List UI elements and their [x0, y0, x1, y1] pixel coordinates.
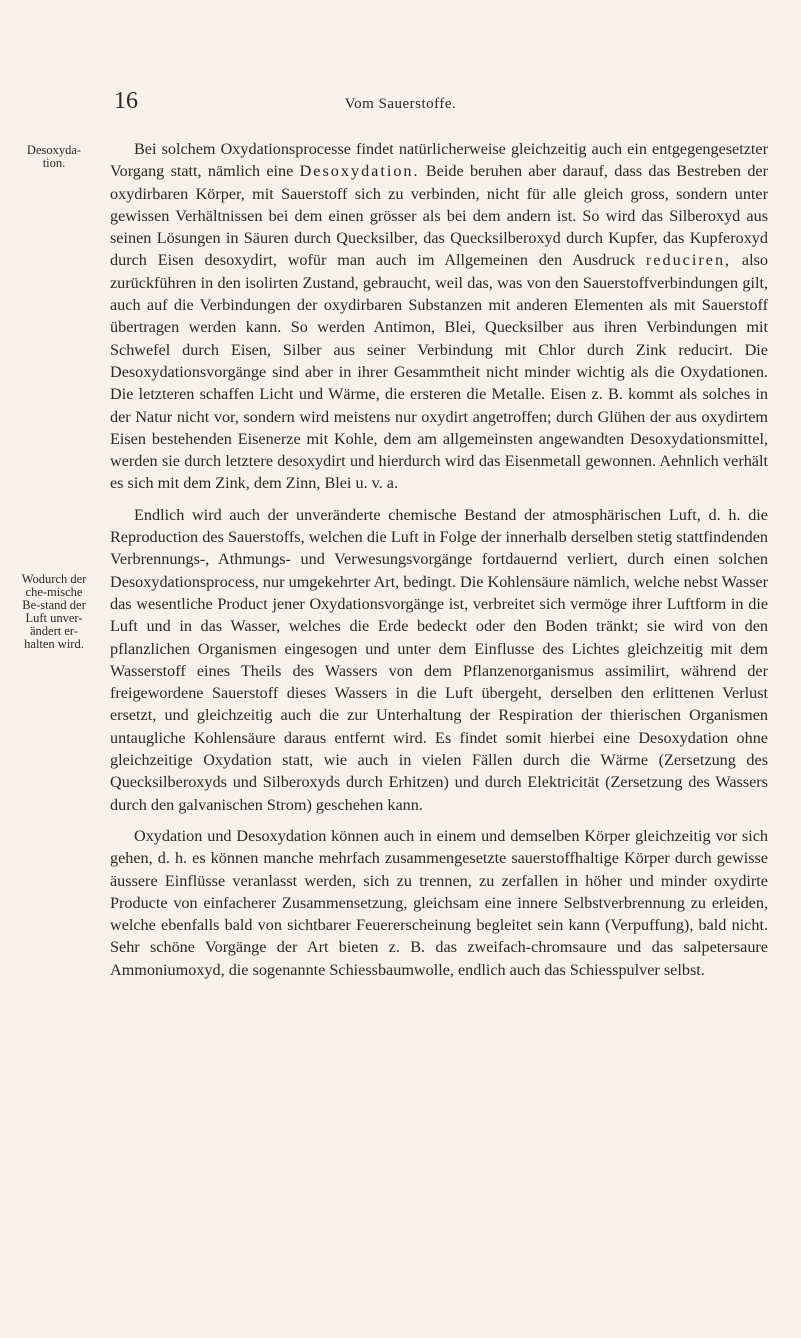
body-text — [110, 138, 768, 981]
paragraph-text: Bei solchem Oxydationsprocesse findet natürlicherweise gleichzeitig auch ein entgegengesetzter Vorgang statt, nämlich eine — [110, 140, 768, 181]
page-header — [0, 88, 801, 118]
paragraph — [110, 138, 768, 495]
paragraph: Oxydation und Desoxydation können auch in einem und demselben Körper gleichzeitig vor sich gehen, d. h. es können manche mehrfach zusammengesetzte sauerstoffhaltige Körper durch gewisse äussere Einflüsse veranlasst werden, sich zu trennen, zu zerfallen in höher und minder oxydirte Producte von einfacherer Zusammensetzung, gleichsam eine innere Selbstverbrennung zu erleiden, welche ebenfalls bald von sichtbarer Feuererscheinung begleitet sein kann (Verpuffung), bald nicht. Sehr schöne Vorgänge der Art bieten z. B. das zweifach-chromsaure und das salpetersaure Ammoniumoxyd, die sogenannte Schiessbaumwolle, endlich auch das Schiesspulver selbst. — [110, 826, 768, 979]
page-number: 16 — [114, 88, 138, 114]
paragraph-text: also zurückführen in den isolirten Zustand, gebraucht, weil das, was von den Sauerstoffverbindungen gilt, auch auf die Verbindungen der oxydirbaren Substanzen mit anderen Elementen als mit Sauerstoff übertragen werden kann. So werden Antimon, Blei, Quecksilber aus ihren Verbindungen mit Schwefel durch Eisen, Silber aus seiner Verbindung mit Chlor durch Zink reducirt. Die Desoxydationsvorgänge sind aber in ihrer Gesammtheit nicht minder wichtig als die Oxydationen. Die letzteren schaffen Licht und Wärme, die ersteren die Metalle. Eisen z. B. kommt als solches in der Natur nicht vor, sondern wird meistens nur oxydirt angetroffen; durch Glühen der aus oxydirtem Eisen bestehenden Eisenerze mit Kohle, dem am allgemeinsten angewandten Desoxydationsmittel, werden sie durch letztere desoxydirt und hierdurch wird das Eisenmetall gewonnen. Aehnlich verhält es sich mit dem Zink, dem Zinn, Blei u. v. a. — [110, 251, 769, 493]
paragraph-text: Beide beruhen aber darauf, dass das Bestreben der oxydirbaren Körper, mit Sauerstoff sich zu verbinden, nicht für alle gleich gross, sondern unter gewissen Verhältnissen bei dem einen grösser als bei dem andern ist. So wird das Silberoxyd aus seinen Lösungen in Säuren durch Quecksilber, das Quecksilberoxyd durch Kupfer, das Kupferoxyd durch Eisen desoxydirt, wofür man auch im Allgemeinen den Ausdruck — [110, 162, 768, 270]
emphasized-term: reduciren, — [645, 251, 732, 270]
paragraph: Endlich wird auch der unveränderte chemische Bestand der atmosphärischen Luft, d. h. die Reproduction des Sauerstoffs, welchen die Luft in Folge der innerhalb derselben stetig stattfindenden Verbrennungs-, Athmungs- und Verwesungsvorgänge fortdauernd verliert, durch einen solchen Desoxydationsprocess, nur umgekehrter Art, bedingt. Die Kohlensäure nämlich, welche nebst Wasser das wesentliche Product jener Oxydationsvorgänge ist, verbreitet sich vermöge ihrer Luftform in die Luft und in das Wasser, welches die Erde bedeckt oder den Boden tränkt; sie wird von den pflanzlichen Organismen eingesogen und unter dem Einflusse des Lichtes gleichzeitig mit dem Wasserstoff eines Theils des Wassers von dem Pflanzenorganismus assimilirt, während der freigewordene Sauerstoff dieses Wassers in die Luft übergeht, derselben den erlittenen Verlust ersetzt, und gleichzeitig auch die zur Unterhaltung der Respiration der thierischen Organismen untaugliche Kohlensäure daraus entfernt wird. Es findet somit hierbei eine Desoxydation ohne gleichzeitige Oxydation statt, wie auch in vielen Fällen durch die Wärme (Zersetzung des Quecksilberoxyds und Silberoxyds durch Erhitzen) und durch Elektricität (Zersetzung des Wassers durch den galvanischen Strom) geschehen kann. — [110, 505, 768, 814]
margin-note-air-composition: Wodurch der che-mische Be-stand der Luft unver-ändert er-halten wird. — [21, 572, 87, 651]
running-head: Vom Sauerstoffe. — [344, 96, 457, 112]
emphasized-term: Desoxydation. — [299, 162, 420, 181]
margin-note-desoxydation: Desoxyda-tion. — [26, 143, 82, 170]
